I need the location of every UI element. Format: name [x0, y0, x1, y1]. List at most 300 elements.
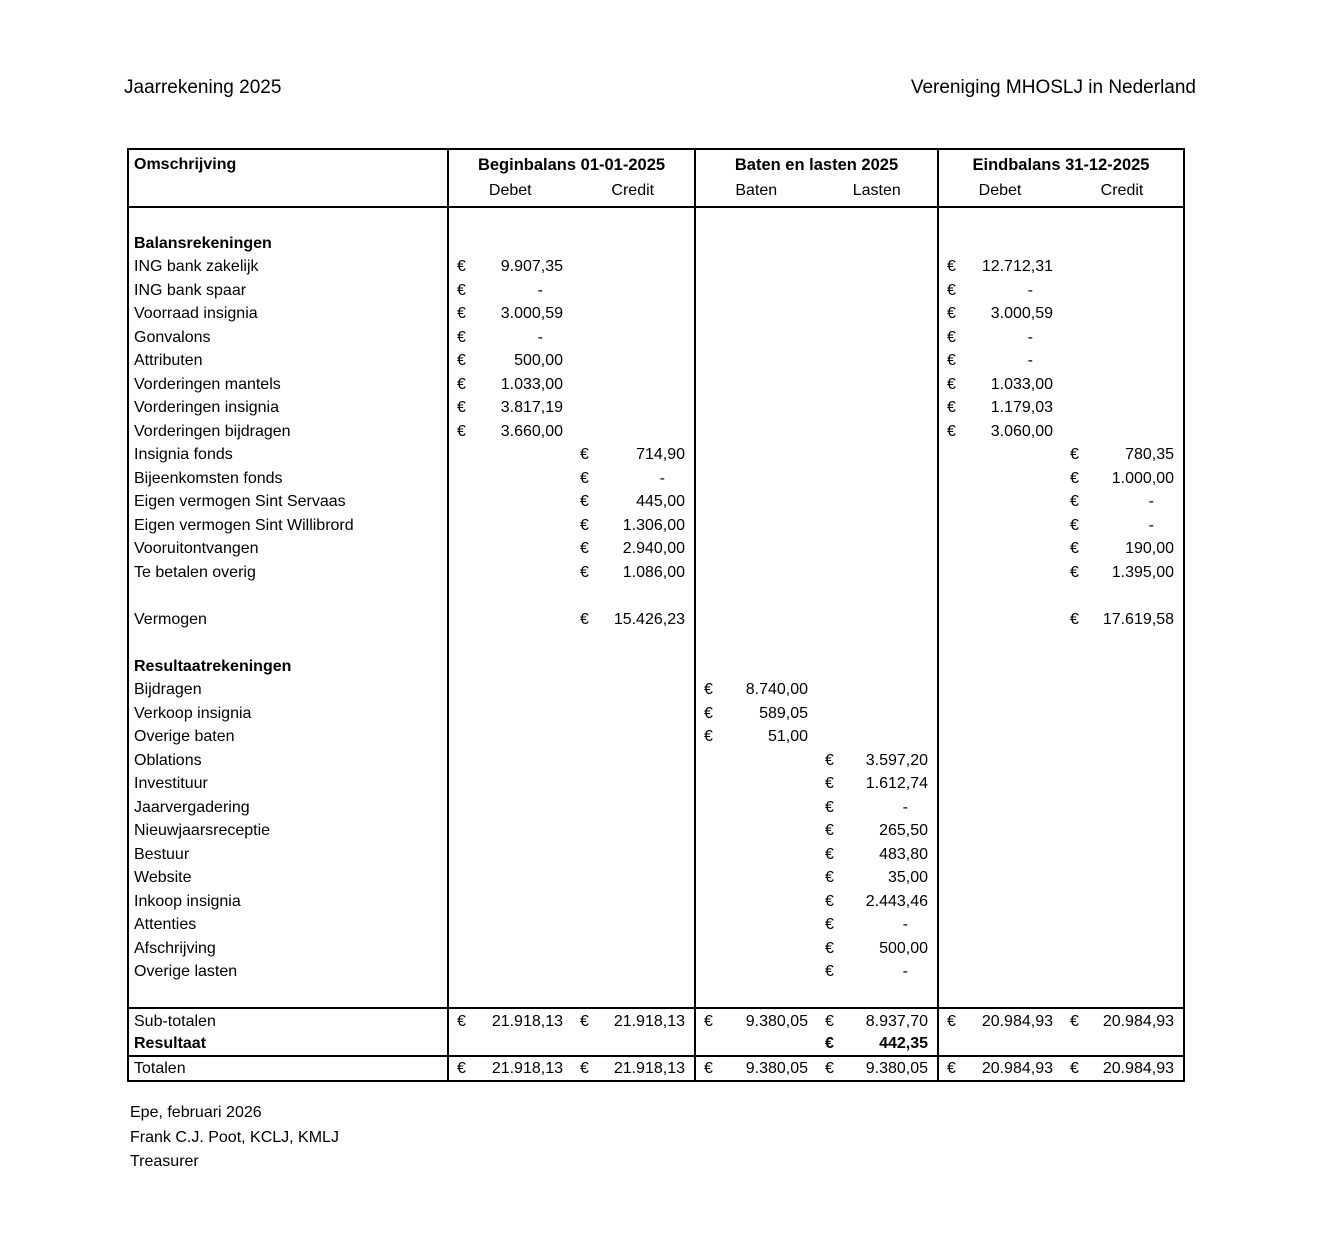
amount-cell	[1062, 302, 1183, 326]
amount-cell	[449, 561, 572, 585]
amount-cell	[572, 960, 696, 984]
table-row	[129, 608, 1183, 632]
amount-cell	[572, 796, 696, 820]
currency-symbol: €	[1070, 469, 1079, 487]
currency-symbol: €	[580, 1013, 589, 1030]
currency-symbol: €	[457, 281, 466, 299]
amount-value: 190,00	[1125, 540, 1174, 557]
amount-cell	[696, 843, 817, 867]
currency-symbol: €	[1070, 1013, 1079, 1030]
amount-cell	[572, 1057, 696, 1080]
row-label	[129, 631, 449, 655]
amount-cell	[939, 255, 1062, 279]
amount-value: 21.918,13	[491, 1060, 563, 1077]
amount-cell	[696, 819, 817, 843]
amount-value: 9.380,05	[745, 1060, 808, 1077]
amount-cell	[817, 467, 939, 491]
amount-cell	[449, 279, 572, 303]
amount-cell	[449, 208, 572, 232]
amount-cell	[572, 561, 696, 585]
amount-cell	[449, 584, 572, 608]
currency-symbol: €	[825, 822, 834, 839]
row-label: Bestuur	[129, 843, 449, 867]
amount-value: 265,50	[879, 822, 928, 839]
amount-value: 589,05	[759, 704, 808, 722]
amount-cell	[696, 725, 817, 749]
organization-title: Vereniging MHOSLJ in Nederland	[910, 77, 1196, 98]
amount-value: 1.179,03	[990, 399, 1053, 416]
amount-cell	[939, 514, 1062, 538]
currency-symbol: €	[580, 516, 589, 534]
amount-value: 21.918,13	[491, 1013, 563, 1030]
amount-cell	[696, 302, 817, 326]
column-group-baten-lasten	[696, 150, 939, 206]
amount-cell	[449, 302, 572, 326]
table-row	[129, 255, 1183, 279]
amount-value: 9.907,35	[500, 258, 563, 275]
amount-value: 51,00	[767, 728, 808, 745]
currency-symbol: €	[825, 751, 834, 769]
amount-cell	[939, 490, 1062, 514]
amount-cell	[939, 631, 1062, 655]
amount-cell	[696, 749, 817, 773]
amount-cell	[449, 819, 572, 843]
amount-cell	[817, 937, 939, 961]
amount-cell	[572, 1009, 696, 1033]
amount-cell	[449, 349, 572, 373]
amount-value: 1.000,00	[1111, 469, 1174, 487]
amount-cell	[449, 490, 572, 514]
row-label: Nieuwjaarsreceptie	[129, 819, 449, 843]
amount-cell	[817, 913, 939, 937]
row-label: Totalen	[129, 1057, 449, 1080]
currency-symbol: €	[704, 704, 713, 722]
amount-cell	[939, 655, 1062, 679]
table-row	[129, 866, 1183, 890]
amount-cell	[572, 302, 696, 326]
amount-cell	[1062, 396, 1183, 420]
amount-cell	[696, 279, 817, 303]
row-label: Resultaat	[129, 1033, 449, 1055]
amount-cell	[817, 537, 939, 561]
table-row	[129, 890, 1183, 914]
currency-symbol: €	[947, 258, 956, 275]
subcolumn-header-eind-debet: Debet	[978, 182, 1022, 199]
amount-cell	[939, 843, 1062, 867]
table-row	[129, 725, 1183, 749]
table-row	[129, 772, 1183, 796]
currency-symbol: €	[947, 422, 956, 440]
amount-cell	[696, 208, 817, 232]
amount-value: -	[1027, 281, 1033, 299]
amount-cell	[449, 631, 572, 655]
currency-symbol: €	[457, 399, 466, 416]
amount-cell	[817, 584, 939, 608]
amount-cell	[939, 702, 1062, 726]
currency-symbol: €	[1070, 540, 1079, 557]
currency-symbol: €	[457, 1060, 466, 1077]
currency-symbol: €	[457, 422, 466, 440]
amount-cell	[939, 537, 1062, 561]
amount-cell	[939, 467, 1062, 491]
row-label: Vooruitontvangen	[129, 537, 449, 561]
row-label: Investituur	[129, 772, 449, 796]
amount-cell	[939, 890, 1062, 914]
amount-cell	[572, 373, 696, 397]
amount-cell	[696, 232, 817, 256]
amount-cell	[696, 561, 817, 585]
amount-cell	[1062, 255, 1183, 279]
amount-cell	[572, 420, 696, 444]
amount-cell	[1062, 1033, 1183, 1055]
amount-cell	[449, 443, 572, 467]
amount-cell	[817, 420, 939, 444]
amount-value: -	[1148, 516, 1154, 534]
table-row	[129, 1007, 1183, 1033]
table-row	[129, 655, 1183, 679]
amount-cell	[572, 678, 696, 702]
amount-cell	[817, 702, 939, 726]
amount-cell	[817, 514, 939, 538]
amount-value: 20.984,93	[1102, 1013, 1174, 1030]
currency-symbol: €	[580, 493, 589, 510]
table-row	[129, 467, 1183, 491]
amount-cell	[817, 208, 939, 232]
row-label: Sub-totalen	[129, 1009, 449, 1033]
subcolumn-header-lasten: Lasten	[852, 182, 901, 199]
amount-cell	[1062, 279, 1183, 303]
amount-value: 12.712,31	[981, 258, 1053, 275]
amount-cell	[939, 420, 1062, 444]
amount-value: 500,00	[879, 939, 928, 957]
amount-cell	[817, 232, 939, 256]
amount-value: -	[659, 469, 665, 487]
currency-symbol: €	[580, 610, 589, 628]
amount-value: -	[902, 963, 908, 980]
amount-cell	[696, 772, 817, 796]
amount-cell	[817, 279, 939, 303]
group-title-eindbalans: Eindbalans 31-12-2025	[972, 156, 1150, 174]
amount-value: 3.060,00	[990, 422, 1053, 440]
amount-cell	[696, 537, 817, 561]
currency-symbol: €	[947, 305, 956, 322]
currency-symbol: €	[825, 963, 834, 980]
amount-cell	[449, 373, 572, 397]
subcolumn-header-begin-debet: Debet	[488, 182, 532, 199]
row-label: Website	[129, 866, 449, 890]
amount-cell	[449, 420, 572, 444]
amount-cell	[939, 349, 1062, 373]
table-row	[129, 561, 1183, 585]
amount-cell	[817, 396, 939, 420]
currency-symbol: €	[457, 328, 466, 346]
currency-symbol: €	[947, 352, 956, 369]
amount-cell	[696, 1033, 817, 1055]
currency-symbol: €	[1070, 563, 1079, 581]
row-label: Insignia fonds	[129, 443, 449, 467]
amount-cell	[817, 890, 939, 914]
amount-cell	[449, 232, 572, 256]
amount-cell	[696, 631, 817, 655]
amount-cell	[817, 326, 939, 350]
currency-symbol: €	[704, 681, 713, 698]
table-row-blank	[129, 584, 1183, 608]
table-row	[129, 396, 1183, 420]
amount-cell	[939, 608, 1062, 632]
amount-cell	[572, 584, 696, 608]
amount-cell	[1062, 772, 1183, 796]
amount-cell	[572, 326, 696, 350]
table-row-blank	[129, 984, 1183, 1008]
amount-cell	[572, 702, 696, 726]
amount-value: 442,35	[879, 1035, 928, 1052]
amount-cell	[939, 984, 1062, 1008]
table-row	[129, 937, 1183, 961]
amount-cell	[1062, 208, 1183, 232]
amount-cell	[449, 396, 572, 420]
amount-cell	[817, 772, 939, 796]
table-row	[129, 796, 1183, 820]
currency-symbol: €	[947, 375, 956, 393]
row-label: Vorderingen mantels	[129, 373, 449, 397]
group-title-baten-lasten: Baten en lasten 2025	[734, 156, 899, 174]
table-row	[129, 1033, 1183, 1055]
currency-symbol: €	[580, 469, 589, 487]
amount-cell	[1062, 819, 1183, 843]
table-row	[129, 443, 1183, 467]
amount-cell	[696, 443, 817, 467]
currency-symbol: €	[704, 728, 713, 745]
amount-value: -	[1027, 352, 1033, 369]
currency-symbol: €	[825, 1013, 834, 1030]
amount-cell	[939, 443, 1062, 467]
amount-cell	[939, 584, 1062, 608]
amount-cell	[572, 1033, 696, 1055]
table-row	[129, 702, 1183, 726]
row-label: ING bank spaar	[129, 279, 449, 303]
table-row	[129, 373, 1183, 397]
currency-symbol: €	[1070, 493, 1079, 510]
amount-value: 15.426,23	[613, 610, 685, 628]
amount-cell	[1062, 749, 1183, 773]
amount-cell	[1062, 890, 1183, 914]
subcolumn-header-baten: Baten	[735, 182, 778, 199]
row-label: Verkoop insignia	[129, 702, 449, 726]
amount-cell	[449, 1057, 572, 1080]
amount-cell	[817, 608, 939, 632]
amount-cell	[572, 443, 696, 467]
table-row	[129, 279, 1183, 303]
currency-symbol: €	[1070, 1060, 1079, 1077]
currency-symbol: €	[825, 916, 834, 933]
row-label	[129, 208, 449, 232]
amount-cell	[696, 1009, 817, 1033]
amount-cell	[572, 655, 696, 679]
amount-cell	[1062, 702, 1183, 726]
amount-cell	[939, 326, 1062, 350]
currency-symbol: €	[457, 375, 466, 393]
amount-cell	[939, 373, 1062, 397]
amount-cell	[817, 866, 939, 890]
amount-cell	[696, 349, 817, 373]
amount-value: 1.306,00	[622, 516, 685, 534]
currency-symbol: €	[1070, 516, 1079, 534]
amount-cell	[696, 890, 817, 914]
table-row	[129, 420, 1183, 444]
amount-cell	[696, 255, 817, 279]
row-label: Eigen vermogen Sint Willibrord	[129, 514, 449, 538]
amount-cell	[696, 467, 817, 491]
amount-cell	[817, 490, 939, 514]
signoff-name: Frank C.J. Poot, KCLJ, KMLJ	[130, 1128, 339, 1146]
amount-cell	[817, 1009, 939, 1033]
amount-value: -	[537, 281, 543, 299]
amount-cell	[696, 608, 817, 632]
amount-value: -	[902, 916, 908, 933]
amount-cell	[817, 843, 939, 867]
amount-cell	[939, 937, 1062, 961]
amount-cell	[449, 749, 572, 773]
amount-cell	[696, 960, 817, 984]
row-label: Voorraad insignia	[129, 302, 449, 326]
row-label: Overige lasten	[129, 960, 449, 984]
row-label: Attenties	[129, 913, 449, 937]
amount-value: -	[902, 798, 908, 816]
table-row	[129, 302, 1183, 326]
amount-cell	[572, 467, 696, 491]
row-label: Inkoop insignia	[129, 890, 449, 914]
amount-cell	[696, 396, 817, 420]
currency-symbol: €	[825, 798, 834, 816]
amount-cell	[572, 514, 696, 538]
table-row	[129, 537, 1183, 561]
amount-cell	[1062, 1009, 1183, 1033]
table-row-blank	[129, 208, 1183, 232]
amount-cell	[696, 937, 817, 961]
amount-cell	[817, 655, 939, 679]
amount-cell	[449, 537, 572, 561]
amount-cell	[449, 890, 572, 914]
currency-symbol: €	[580, 540, 589, 557]
amount-cell	[817, 302, 939, 326]
amount-value: -	[1148, 493, 1154, 510]
table-row	[129, 960, 1183, 984]
table-header	[129, 150, 1183, 208]
table-row	[129, 1055, 1183, 1080]
currency-symbol: €	[580, 1060, 589, 1077]
amount-cell	[572, 819, 696, 843]
currency-symbol: €	[825, 939, 834, 957]
table-row	[129, 232, 1183, 256]
amount-value: 3.817,19	[500, 399, 563, 416]
amount-cell	[1062, 984, 1183, 1008]
amount-cell	[1062, 349, 1183, 373]
amount-cell	[817, 561, 939, 585]
amount-cell	[939, 866, 1062, 890]
amount-cell	[1062, 913, 1183, 937]
currency-symbol: €	[947, 399, 956, 416]
row-label: Jaarvergadering	[129, 796, 449, 820]
amount-value: 1.395,00	[1111, 563, 1174, 581]
currency-symbol: €	[825, 845, 834, 863]
currency-symbol: €	[1070, 446, 1079, 463]
amount-cell	[1062, 490, 1183, 514]
amount-cell	[449, 725, 572, 749]
amount-cell	[572, 749, 696, 773]
currency-symbol: €	[1070, 610, 1079, 628]
currency-symbol: €	[825, 1060, 834, 1077]
currency-symbol: €	[825, 1035, 834, 1052]
amount-cell	[572, 349, 696, 373]
amount-cell	[1062, 678, 1183, 702]
signoff-block	[130, 1101, 339, 1175]
amount-cell	[696, 373, 817, 397]
amount-cell	[939, 725, 1062, 749]
table-row	[129, 819, 1183, 843]
table-row	[129, 678, 1183, 702]
amount-cell	[449, 984, 572, 1008]
amount-value: 3.000,59	[500, 305, 563, 322]
amount-cell	[939, 561, 1062, 585]
amount-value: 20.984,93	[981, 1013, 1053, 1030]
currency-symbol: €	[704, 1060, 713, 1077]
amount-cell	[817, 631, 939, 655]
amount-cell	[449, 913, 572, 937]
amount-cell	[939, 772, 1062, 796]
amount-cell	[449, 514, 572, 538]
amount-cell	[1062, 843, 1183, 867]
amount-cell	[939, 819, 1062, 843]
row-label: Afschrijving	[129, 937, 449, 961]
amount-value: 714,90	[636, 446, 685, 463]
row-label: Oblations	[129, 749, 449, 773]
amount-value: 780,35	[1125, 446, 1174, 463]
column-group-eindbalans	[939, 150, 1183, 206]
row-label: Bijeenkomsten fonds	[129, 467, 449, 491]
amount-cell	[572, 843, 696, 867]
amount-cell	[449, 655, 572, 679]
amount-cell	[449, 866, 572, 890]
amount-cell	[572, 937, 696, 961]
amount-cell	[572, 537, 696, 561]
amount-value: 21.918,13	[613, 1013, 685, 1030]
subcolumn-header-eind-credit: Credit	[1100, 182, 1144, 199]
amount-cell	[449, 772, 572, 796]
amount-cell	[1062, 796, 1183, 820]
row-label: Eigen vermogen Sint Servaas	[129, 490, 449, 514]
currency-symbol: €	[457, 352, 466, 369]
amount-cell	[696, 490, 817, 514]
amount-cell	[572, 208, 696, 232]
table-body	[129, 208, 1183, 1080]
amount-cell	[449, 1033, 572, 1055]
currency-symbol: €	[825, 869, 834, 886]
table-row	[129, 913, 1183, 937]
row-label: Resultaatrekeningen	[129, 655, 449, 679]
amount-cell	[817, 819, 939, 843]
amount-cell	[572, 232, 696, 256]
amount-cell	[1062, 232, 1183, 256]
amount-cell	[696, 326, 817, 350]
table-row	[129, 843, 1183, 867]
amount-cell	[817, 725, 939, 749]
amount-value: 445,00	[636, 493, 685, 510]
row-label: Overige baten	[129, 725, 449, 749]
amount-cell	[696, 1057, 817, 1080]
amount-cell	[449, 937, 572, 961]
amount-cell	[1062, 443, 1183, 467]
amount-cell	[939, 302, 1062, 326]
